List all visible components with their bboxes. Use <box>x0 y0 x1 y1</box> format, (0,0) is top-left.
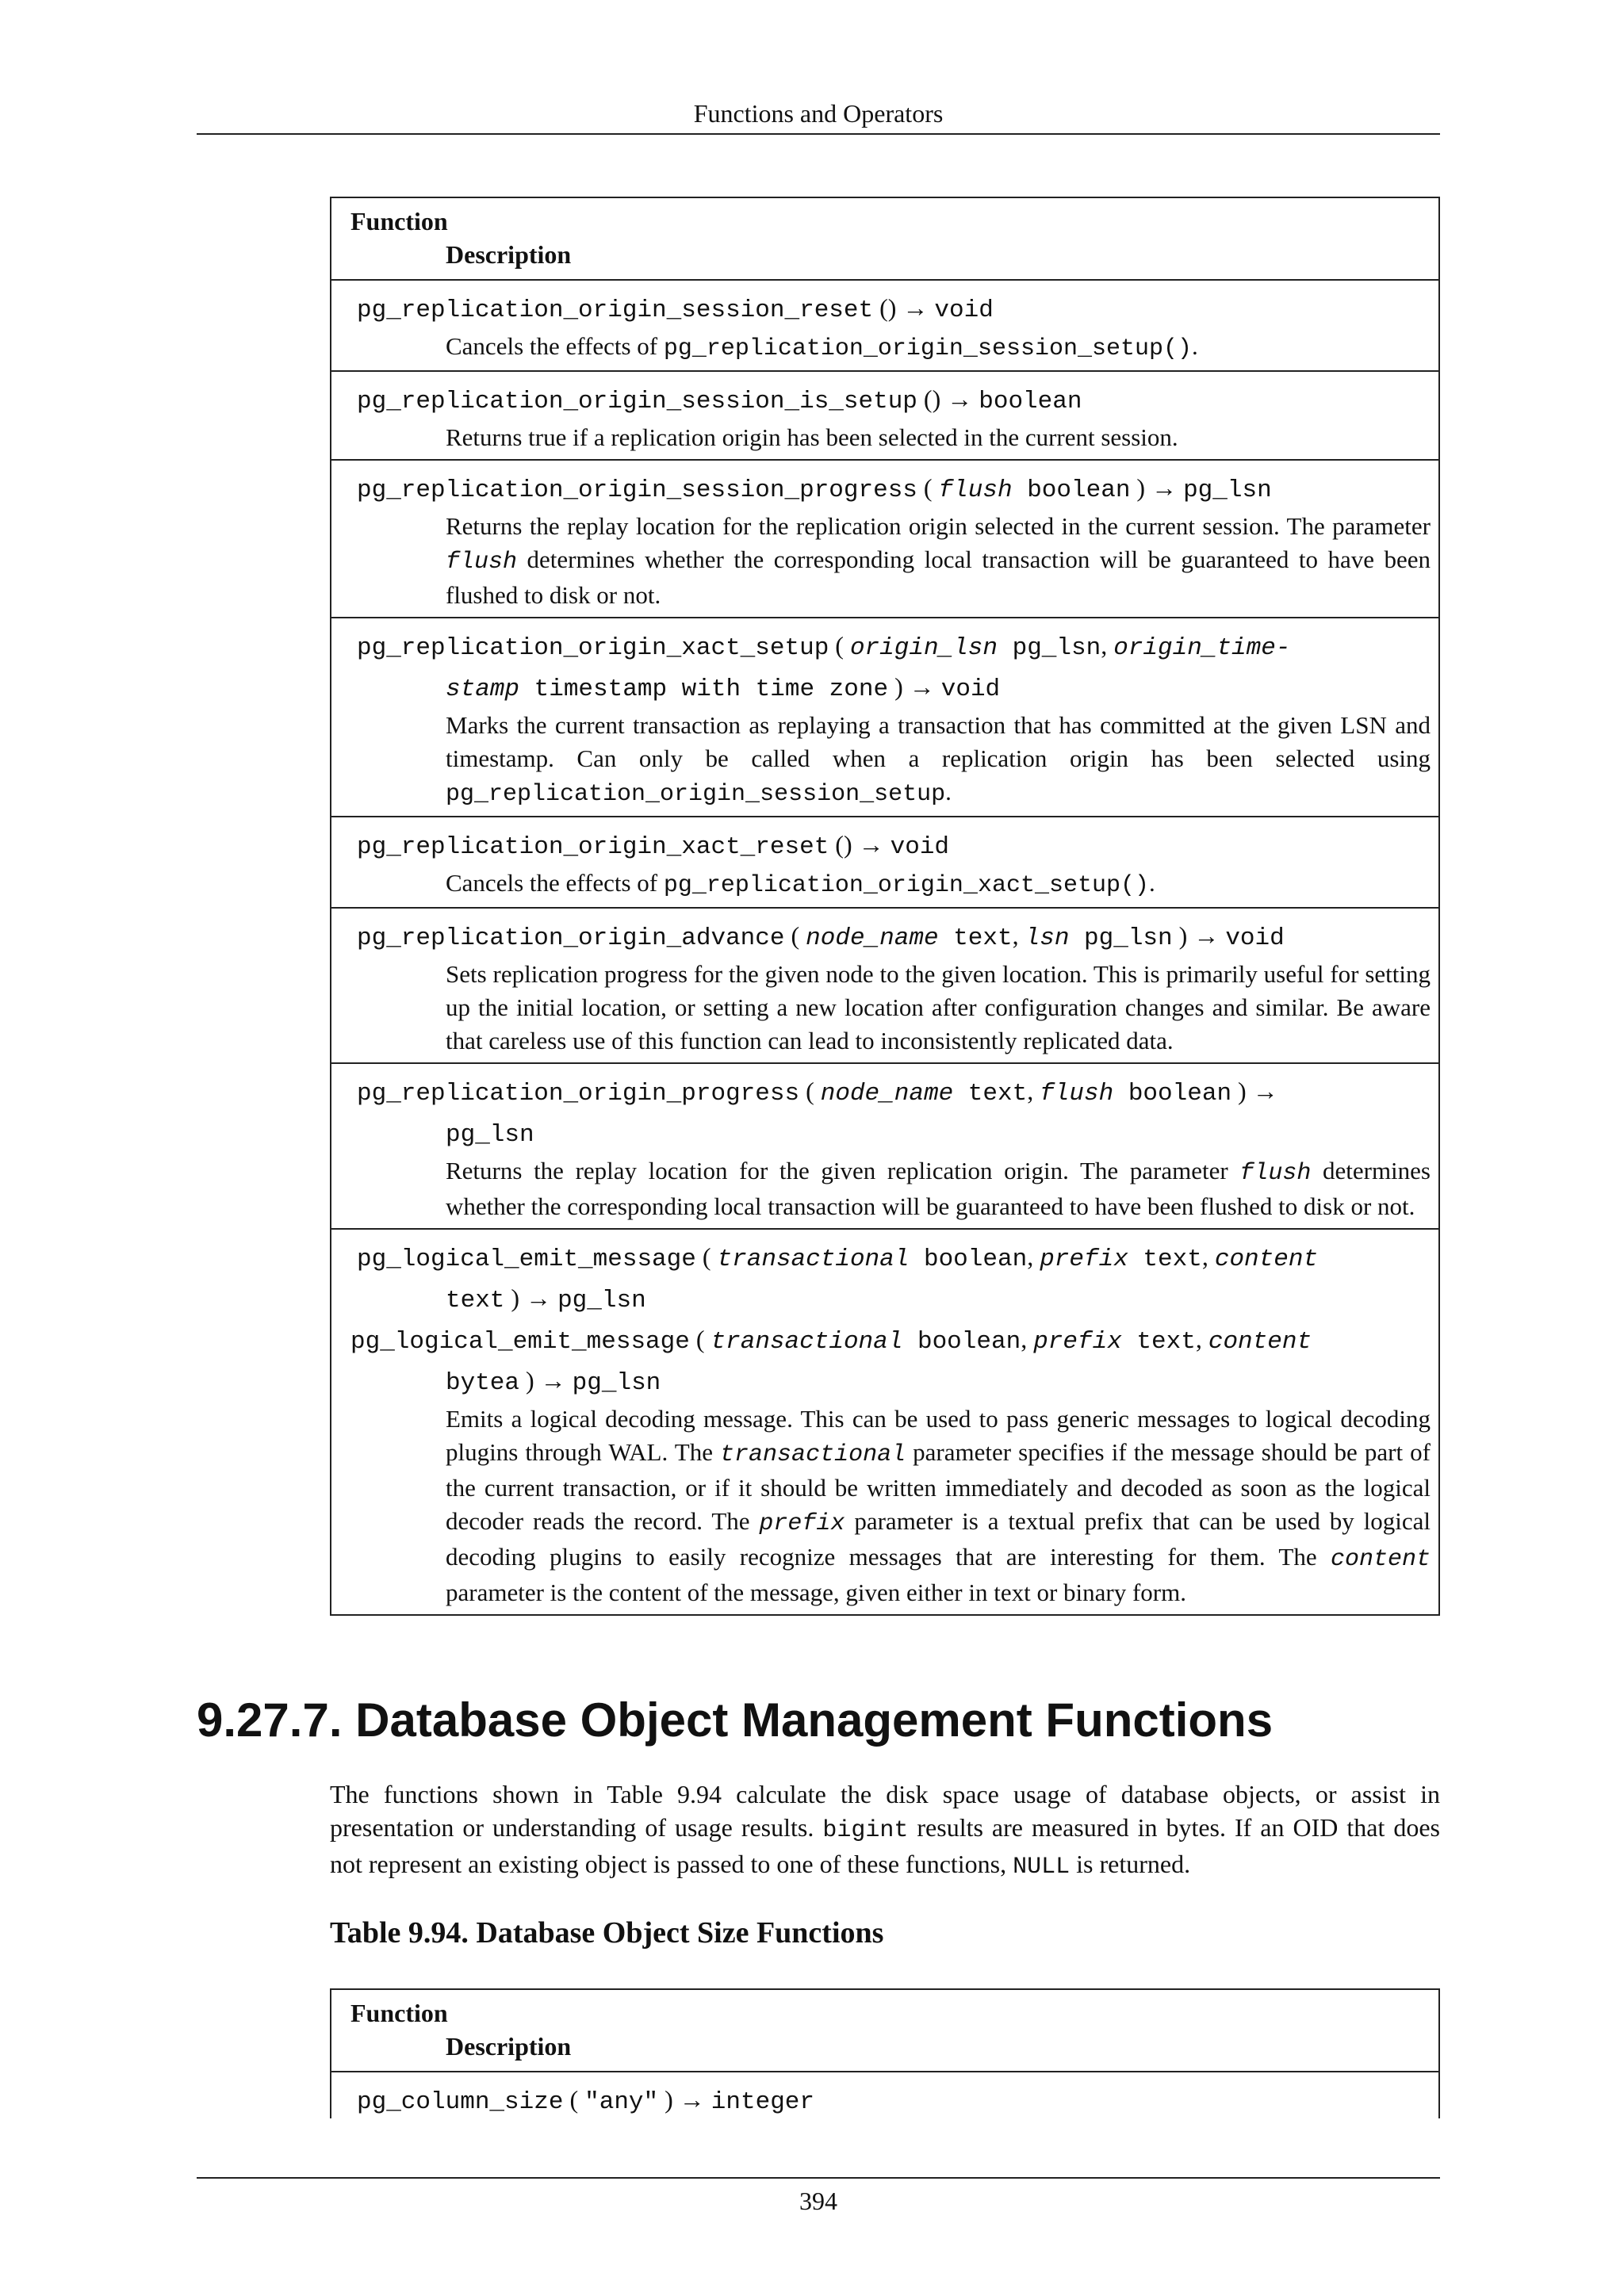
function-name: pg_replication_origin_xact_setup <box>357 634 829 662</box>
desc-text: parameter is a textual prefix that can be used by logical decoding plugins to easily recognize messages that are interesting for them. The <box>446 1507 1431 1571</box>
function-name: pg_replication_origin_session_progress <box>357 476 917 504</box>
table-header <box>331 1990 1438 2072</box>
function-signature-continued <box>350 1361 1431 1402</box>
param-name: transactional <box>710 1328 903 1356</box>
return-type: integer <box>710 2088 815 2116</box>
sig-punct: () → <box>917 385 979 413</box>
function-description <box>350 1402 1431 1609</box>
param-name: lsn <box>1025 924 1070 952</box>
param-name: transactional <box>717 1246 910 1273</box>
param-type: boolean <box>902 1328 1021 1356</box>
column-header-function: Function <box>350 207 448 235</box>
desc-code: pg_replication_origin_xact_setup() <box>663 872 1149 899</box>
param-type: text <box>446 1287 505 1314</box>
desc-text: Emits a logical decoding message. This can be used to pass generic messages to logical decoding plugins through WAL. The <box>446 1405 1431 1466</box>
desc-text: . <box>1191 332 1198 360</box>
param-type: boolean <box>1113 1080 1232 1108</box>
return-type: void <box>890 833 950 861</box>
desc-code: content <box>1330 1546 1431 1573</box>
table-row <box>331 461 1438 618</box>
param-type: boolean <box>1012 476 1131 504</box>
column-header-description: Description <box>446 2032 572 2061</box>
function-description <box>350 867 1431 902</box>
sig-punct: , <box>1027 1242 1040 1271</box>
function-signature <box>350 825 1431 867</box>
desc-text: Returns the replay location for the given replication origin. The parameter <box>446 1157 1240 1184</box>
desc-code: pg_replication_origin_session_setup() <box>663 335 1192 362</box>
desc-text: . <box>945 778 952 806</box>
param-name: origin_lsn <box>849 634 998 662</box>
return-type: pg_lsn <box>446 1121 534 1149</box>
function-description <box>350 1154 1431 1223</box>
function-description: Sets replication progress for the given node to the given location. This is primarily useful for setting up the initial location, or setting a new location after configuration changes and similar. Be aware that careless use of this function can lead to inconsistently replicated data. <box>446 960 1431 1054</box>
param-name: origin_time- <box>1113 634 1291 662</box>
running-header: Functions and Operators <box>197 94 1440 135</box>
intro-code: bigint <box>822 1817 909 1844</box>
param-type: text <box>1128 1246 1202 1273</box>
footer-rule <box>197 2177 1440 2179</box>
param-type: timestamp with time zone <box>519 675 889 703</box>
desc-code: pg_replication_origin_session_setup <box>446 781 946 808</box>
function-signature <box>350 626 1431 668</box>
table-row <box>331 909 1438 1064</box>
intro-text: results are measured in bytes. If an OID that does not represent an existing object is passed to one of these functions, <box>330 1813 1440 1878</box>
function-signature <box>350 2080 1431 2122</box>
sig-punct: ( <box>563 2085 585 2114</box>
param-type: pg_lsn <box>1069 924 1173 952</box>
return-type: boolean <box>979 388 1082 415</box>
desc-text: parameter specifies if the message should be part of the current transaction, or if it should be written immediately and decoded as soon as the logical decoder reads the record. The <box>446 1438 1431 1535</box>
desc-text: Returns the replay location for the replication origin selected in the current session. The parameter <box>446 512 1431 540</box>
column-header-function: Function <box>350 1999 448 2027</box>
desc-code: flush <box>446 549 518 576</box>
sig-punct: () → <box>829 830 891 859</box>
function-name: pg_replication_origin_advance <box>357 924 785 952</box>
sig-punct: ) → <box>658 2085 711 2114</box>
function-signature <box>350 469 1431 510</box>
return-type: pg_lsn <box>1183 476 1272 504</box>
sig-punct: ) → <box>504 1284 558 1312</box>
table-header <box>331 198 1438 281</box>
function-signature-continued <box>350 668 1431 709</box>
page-number: 394 <box>799 2187 837 2215</box>
sig-punct: , <box>1012 921 1025 950</box>
desc-text: determines whether the corresponding local transaction will be guaranteed to have been flushed to disk or not. <box>446 1157 1431 1220</box>
intro-code: NULL <box>1013 1854 1071 1881</box>
function-signature <box>350 380 1431 421</box>
param-type: "any" <box>584 2088 659 2116</box>
param-name: stamp <box>446 675 520 703</box>
sig-punct: ) → <box>1231 1077 1278 1105</box>
desc-text: Cancels the effects of <box>446 869 664 897</box>
function-signature <box>350 1072 1431 1113</box>
sig-punct: ) → <box>1130 473 1184 502</box>
function-name: pg_replication_origin_session_is_setup <box>357 388 917 415</box>
function-signature <box>350 1320 1431 1361</box>
desc-text: Marks the current transaction as replaying a transaction that has committed at the given LSN and timestamp. Can only be called when a replication origin has been selected using <box>446 711 1431 772</box>
desc-code: flush <box>1239 1160 1312 1187</box>
section-heading: 9.27.7. Database Object Management Functions <box>197 1693 1274 1747</box>
table-row <box>331 817 1438 909</box>
function-description <box>350 709 1431 811</box>
function-signature <box>350 289 1431 330</box>
table-title: Table 9.94. Database Object Size Functions <box>330 1916 884 1950</box>
param-type: text <box>938 924 1013 952</box>
function-description <box>350 510 1431 612</box>
function-description: Returns true if a replication origin has been selected in the current session. <box>446 423 1178 451</box>
section-intro <box>330 1777 1440 1884</box>
table-row <box>331 1230 1438 1614</box>
sig-punct: , <box>1027 1077 1040 1105</box>
param-type: text <box>1121 1328 1196 1356</box>
sig-punct: ( <box>829 631 850 660</box>
function-signature-continued <box>350 1113 1431 1154</box>
size-function-table <box>330 1988 1440 2118</box>
desc-text: determines whether the corresponding local transaction will be guaranteed to have been flushed to disk or not. <box>446 545 1431 609</box>
param-name: content <box>1214 1246 1319 1273</box>
desc-code: transactional <box>720 1441 906 1468</box>
function-name: pg_logical_emit_message <box>350 1328 690 1356</box>
sig-punct: ( <box>799 1077 821 1105</box>
sig-punct: ( <box>689 1325 711 1353</box>
param-name: prefix <box>1033 1328 1122 1356</box>
desc-text: Cancels the effects of <box>446 332 664 360</box>
param-type: pg_lsn <box>997 634 1101 662</box>
param-type: boolean <box>909 1246 1028 1273</box>
function-name: pg_column_size <box>357 2088 564 2116</box>
intro-text: is returned. <box>1070 1850 1191 1878</box>
table-row <box>331 372 1438 461</box>
function-name: pg_replication_origin_progress <box>357 1080 800 1108</box>
sig-punct: , <box>1201 1242 1215 1271</box>
desc-code: prefix <box>759 1510 845 1537</box>
return-type: void <box>940 675 1001 703</box>
function-signature-continued <box>350 1279 1431 1320</box>
function-description <box>350 330 1431 365</box>
param-name: flush <box>938 476 1013 504</box>
param-type: bytea <box>446 1369 520 1397</box>
desc-text: parameter is the content of the message, given either in text or binary form. <box>446 1578 1186 1606</box>
param-name: content <box>1208 1328 1312 1356</box>
param-type: text <box>953 1080 1028 1108</box>
sig-punct: ) → <box>519 1366 573 1395</box>
param-name: node_name <box>820 1080 954 1108</box>
sig-punct: ) → <box>1172 921 1226 950</box>
sig-punct: , <box>1195 1325 1208 1353</box>
function-signature <box>350 916 1431 958</box>
sig-punct: ( <box>784 921 806 950</box>
return-type: void <box>934 297 994 324</box>
param-name: prefix <box>1040 1246 1128 1273</box>
function-name: pg_replication_origin_xact_reset <box>357 833 829 861</box>
sig-punct: ( <box>695 1242 718 1271</box>
column-header-description: Description <box>446 240 572 269</box>
function-signature <box>350 1238 1431 1279</box>
function-table <box>330 197 1440 1616</box>
sig-punct: () → <box>873 293 935 322</box>
table-row <box>331 618 1438 817</box>
table-row <box>331 1064 1438 1230</box>
table-row <box>331 2072 1438 2126</box>
return-type: void <box>1225 924 1285 952</box>
return-type: pg_lsn <box>557 1287 646 1314</box>
sig-punct: ) → <box>888 672 941 701</box>
function-name: pg_replication_origin_session_reset <box>357 297 874 324</box>
table-row <box>331 281 1438 372</box>
param-name: node_name <box>806 924 939 952</box>
sig-punct: , <box>1101 631 1114 660</box>
return-type: pg_lsn <box>572 1369 661 1397</box>
intro-text: The functions shown in Table 9.94 calculate the disk space usage of database objects, or assist in presentation or understanding of usage results. <box>330 1780 1440 1842</box>
param-name: flush <box>1040 1080 1114 1108</box>
sig-punct: , <box>1021 1325 1034 1353</box>
desc-text: . <box>1148 869 1155 897</box>
function-name: pg_logical_emit_message <box>357 1246 696 1273</box>
sig-punct: ( <box>917 473 939 502</box>
